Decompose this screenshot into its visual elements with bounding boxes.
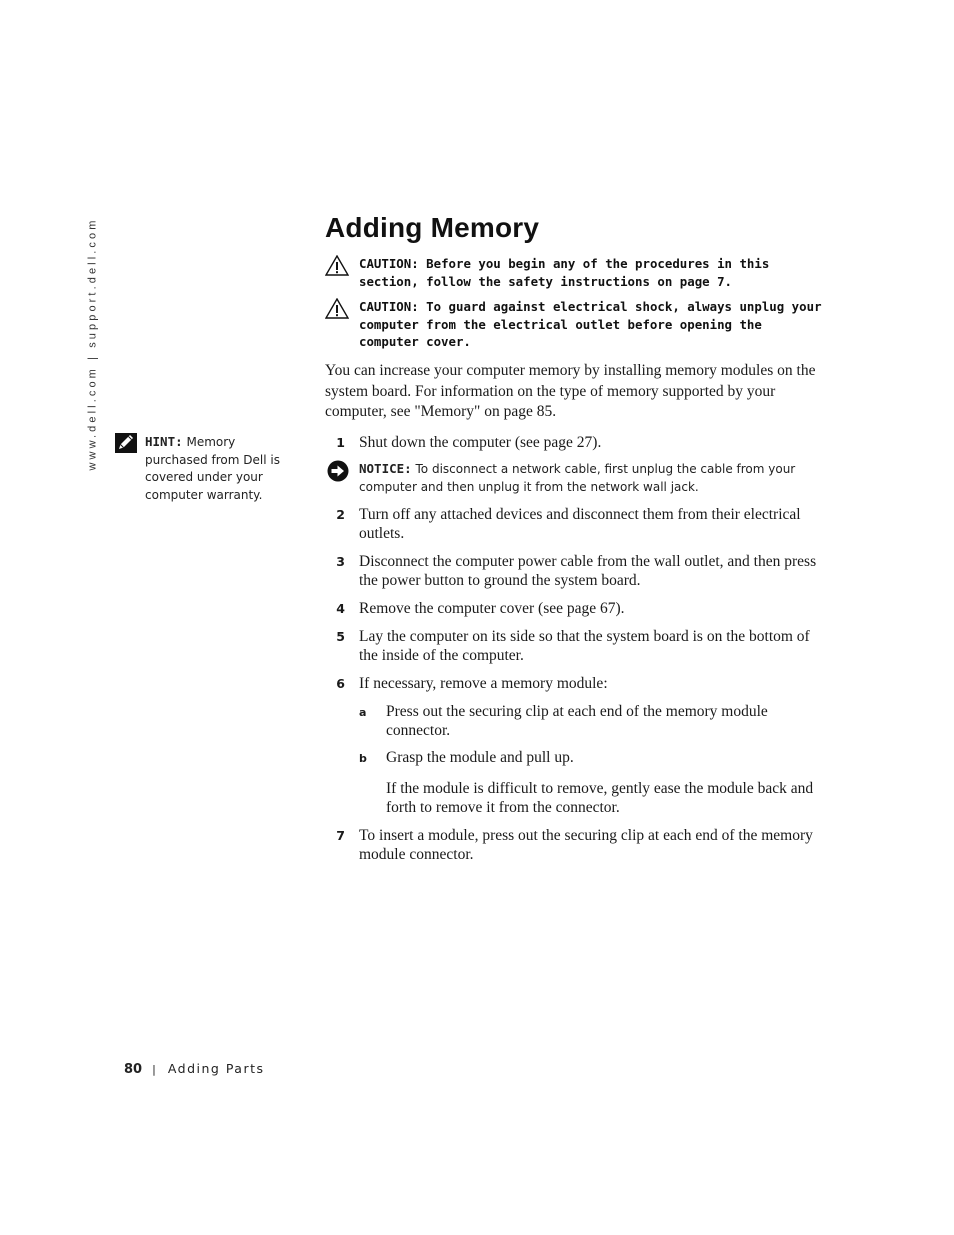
substep-letter: b (359, 752, 367, 765)
hint-text (145, 433, 290, 504)
step-text: Turn off any attached devices and disconnect them from their electrical outlets. (359, 506, 801, 542)
step-number: 3 (336, 554, 345, 569)
hint-body: Memory purchased from Dell is covered under your computer warranty. (145, 435, 280, 502)
substep-text: Press out the securing clip at each end of the memory module connector. (386, 703, 768, 739)
caution-body: To guard against electrical shock, always unplug your computer from the electrical outlet before opening the computer cover. (359, 299, 822, 349)
substep-note-text: If the module is difficult to remove, gently ease the module back and forth to remove it from the connector. (386, 780, 814, 816)
notice-body: To disconnect a network cable, first unplug the cable from your computer and then unplug it from the network wall jack. (359, 462, 796, 494)
step-text: To insert a module, press out the securing clip at each end of the memory module connector. (359, 827, 813, 863)
notice-label: NOTICE: (359, 461, 412, 476)
caution-label: CAUTION: (359, 256, 419, 271)
step-number: 2 (336, 507, 345, 522)
step-number: 4 (336, 601, 345, 616)
hint-note (115, 433, 290, 504)
caution-body: Before you begin any of the procedures in this section, follow the safety instructions on page 7. (359, 256, 770, 289)
notice-text (359, 460, 817, 496)
step-text: If necessary, remove a memory module: (359, 675, 608, 692)
caution-text-1 (359, 255, 825, 290)
substep-b (359, 748, 817, 767)
step-number: 5 (336, 629, 345, 644)
step-number: 7 (336, 828, 345, 843)
caution-icon (325, 255, 349, 276)
side-url-text: www.dell.com | support.dell.com (87, 217, 99, 471)
substep-a (359, 702, 817, 740)
notice-note (325, 460, 817, 496)
intro-paragraph: You can increase your computer memory by installing memory modules on the system board. For information on the type of memory supported by your computer, see "Memory" on page 85. (325, 362, 816, 420)
step-3 (325, 552, 817, 590)
step-text: Remove the computer cover (see page 67). (359, 600, 625, 617)
notice-arrow-icon (327, 460, 349, 482)
hint-label: HINT: (145, 434, 183, 449)
page-number: 80 (124, 1062, 143, 1077)
step-5 (325, 627, 817, 665)
step-6 (325, 674, 817, 693)
substep-note (359, 779, 817, 817)
caution-icon (325, 298, 349, 319)
side-url (82, 217, 104, 471)
step-4 (325, 599, 817, 618)
substep-text: Grasp the module and pull up. (386, 749, 574, 766)
step-text: Lay the computer on its side so that the system board is on the bottom of the inside of the computer. (359, 628, 810, 664)
step-text: Disconnect the computer power cable from the wall outlet, and then press the power button to ground the system board. (359, 553, 817, 589)
step-text: Shut down the computer (see page 27). (359, 434, 602, 451)
caution-box-1 (325, 255, 825, 290)
footer-separator: | (152, 1063, 156, 1076)
step-2 (325, 505, 817, 543)
caution-label: CAUTION: (359, 299, 419, 314)
page-footer (124, 1061, 265, 1077)
step-number: 6 (336, 676, 345, 691)
substep-letter: a (359, 706, 367, 719)
pencil-note-icon (115, 433, 137, 453)
caution-text-2 (359, 298, 825, 351)
step-7 (325, 826, 817, 864)
caution-box-2 (325, 298, 825, 351)
step-1 (325, 433, 817, 452)
step-number: 1 (336, 435, 345, 450)
footer-section: Adding Parts (167, 1061, 265, 1076)
page-title: Adding Memory (325, 212, 540, 243)
